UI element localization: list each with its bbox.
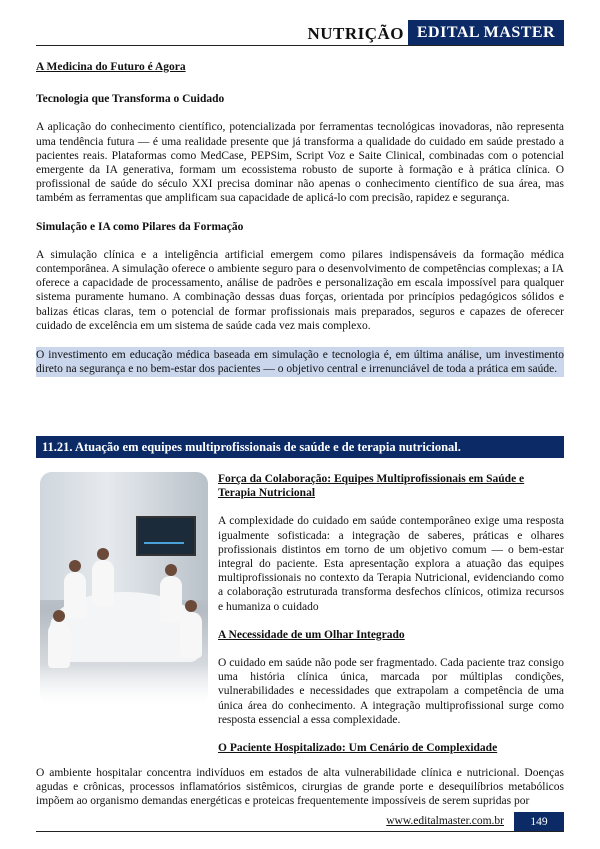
subtitle-technology: Tecnologia que Transforma o Cuidado xyxy=(36,93,225,106)
footer-url-link[interactable]: www.editalmaster.com.br xyxy=(386,815,504,827)
team-meeting-photo xyxy=(40,472,208,704)
article-title: A Medicina do Futuro é Agora xyxy=(36,61,186,73)
section-title: Força da Colaboração: Equipes Multiprofissionais em Saúde e Terapia Nutricional xyxy=(218,473,525,500)
header-subject: NUTRIÇÃO xyxy=(307,24,404,43)
subtitle-integrated: A Necessidade de um Olhar Integrado xyxy=(218,628,405,641)
paragraph-technology: A aplicação do conhecimento científico, potencializada por ferramentas tecnológicas inovadoras, não representa uma tendência futura — é uma realidade presente que já transforma a qualidade do cuidado em saúde prestado a pacientes reais. Plataformas como MedCase, PEPSim, Script Voz e Saite Clinical, combinadas com o potencial emergente da IA generativa, formam um ecossistema robusto de suporte à formação e à prática clínica. O profissional de saúde do século XXI precisa dominar não apenas o conhecimento científico de sua área, mas também as ferramentas que amplificam sua capacidade de aplicá-lo com precisão, rapidez e segurança. xyxy=(36,121,564,205)
highlight-box: O investimento em educação médica baseada em simulação e tecnologia é, em última análise, um investimento direto na segurança e no bem-estar dos pacientes — o objetivo central e irrenunciável de toda a prática em saúde. xyxy=(36,347,564,377)
paragraph-simulation: A simulação clínica e a inteligência artificial emergem como pilares indispensáveis da formação médica contemporânea. A simulação oferece o ambiente seguro para o desenvolvimento de competências complexas; a IA oferece a capacidade de processamento, análise de padrões e personalização em escala impossível para qualquer sistema puramente humano. A combinação dessas duas forças, orientada por princípios pedagógicos sólidos e balizas éticas claras, tem o potencial de formar profissionais mais preparados, seguros e capazes de oferecer cuidado de excelência em um sistema de saúde cada vez mais complexo. xyxy=(36,248,564,332)
header-brand: EDITAL MASTER xyxy=(408,20,564,46)
top-content xyxy=(36,60,564,377)
paragraph-collaboration: A complexidade do cuidado em saúde contemporâneo exige uma resposta igualmente sofisticada: a integração de saberes, práticas e olhares profissionais distintos em torno de um objetivo comum — o bem-estar integral do paciente. Esta apresentação explora a atuação das equipes multiprofissionais no contexto da Terapia Nutricional, evidenciando como a colaboração estruturada transforma desfechos clínicos, otimiza recursos e humaniza o cuidado xyxy=(218,515,564,613)
page-header xyxy=(36,20,564,46)
paragraph-integrated: O cuidado em saúde não pode ser fragmentado. Cada paciente traz consigo uma história clínica única, marcada por múltiplas condições, vulnerabilidades e necessidades que extrapolam a competência de uma única área do conhecimento. A integração multiprofissional surge como resposta essencial a essa complexidade. xyxy=(218,657,564,726)
section-heading: 11.21. Atuação em equipes multiprofissionais de saúde e de terapia nutricional. xyxy=(36,436,564,458)
monitor-screen xyxy=(136,516,196,556)
footer-rule xyxy=(36,831,564,832)
section-right-column xyxy=(218,472,564,769)
page-number: 149 xyxy=(514,812,564,832)
subtitle-simulation: Simulação e IA como Pilares da Formação xyxy=(36,220,244,233)
subtitle-hospitalized: O Paciente Hospitalizado: Um Cenário de Complexidade xyxy=(218,742,498,755)
page-footer xyxy=(36,812,564,832)
header-rule xyxy=(36,45,564,46)
paragraph-hospital: O ambiente hospitalar concentra indivíduos em estados de alta vulnerabilidade clínica e nutricional. Doenças agudas e crônicas, processos inflamatórios sistêmicos, cirurgias de grande porte e desequilíbrios metabólicos impõem ao organismo demandas energéticas e proteicas frequentemente impossíveis de serem supridas por xyxy=(36,767,564,808)
